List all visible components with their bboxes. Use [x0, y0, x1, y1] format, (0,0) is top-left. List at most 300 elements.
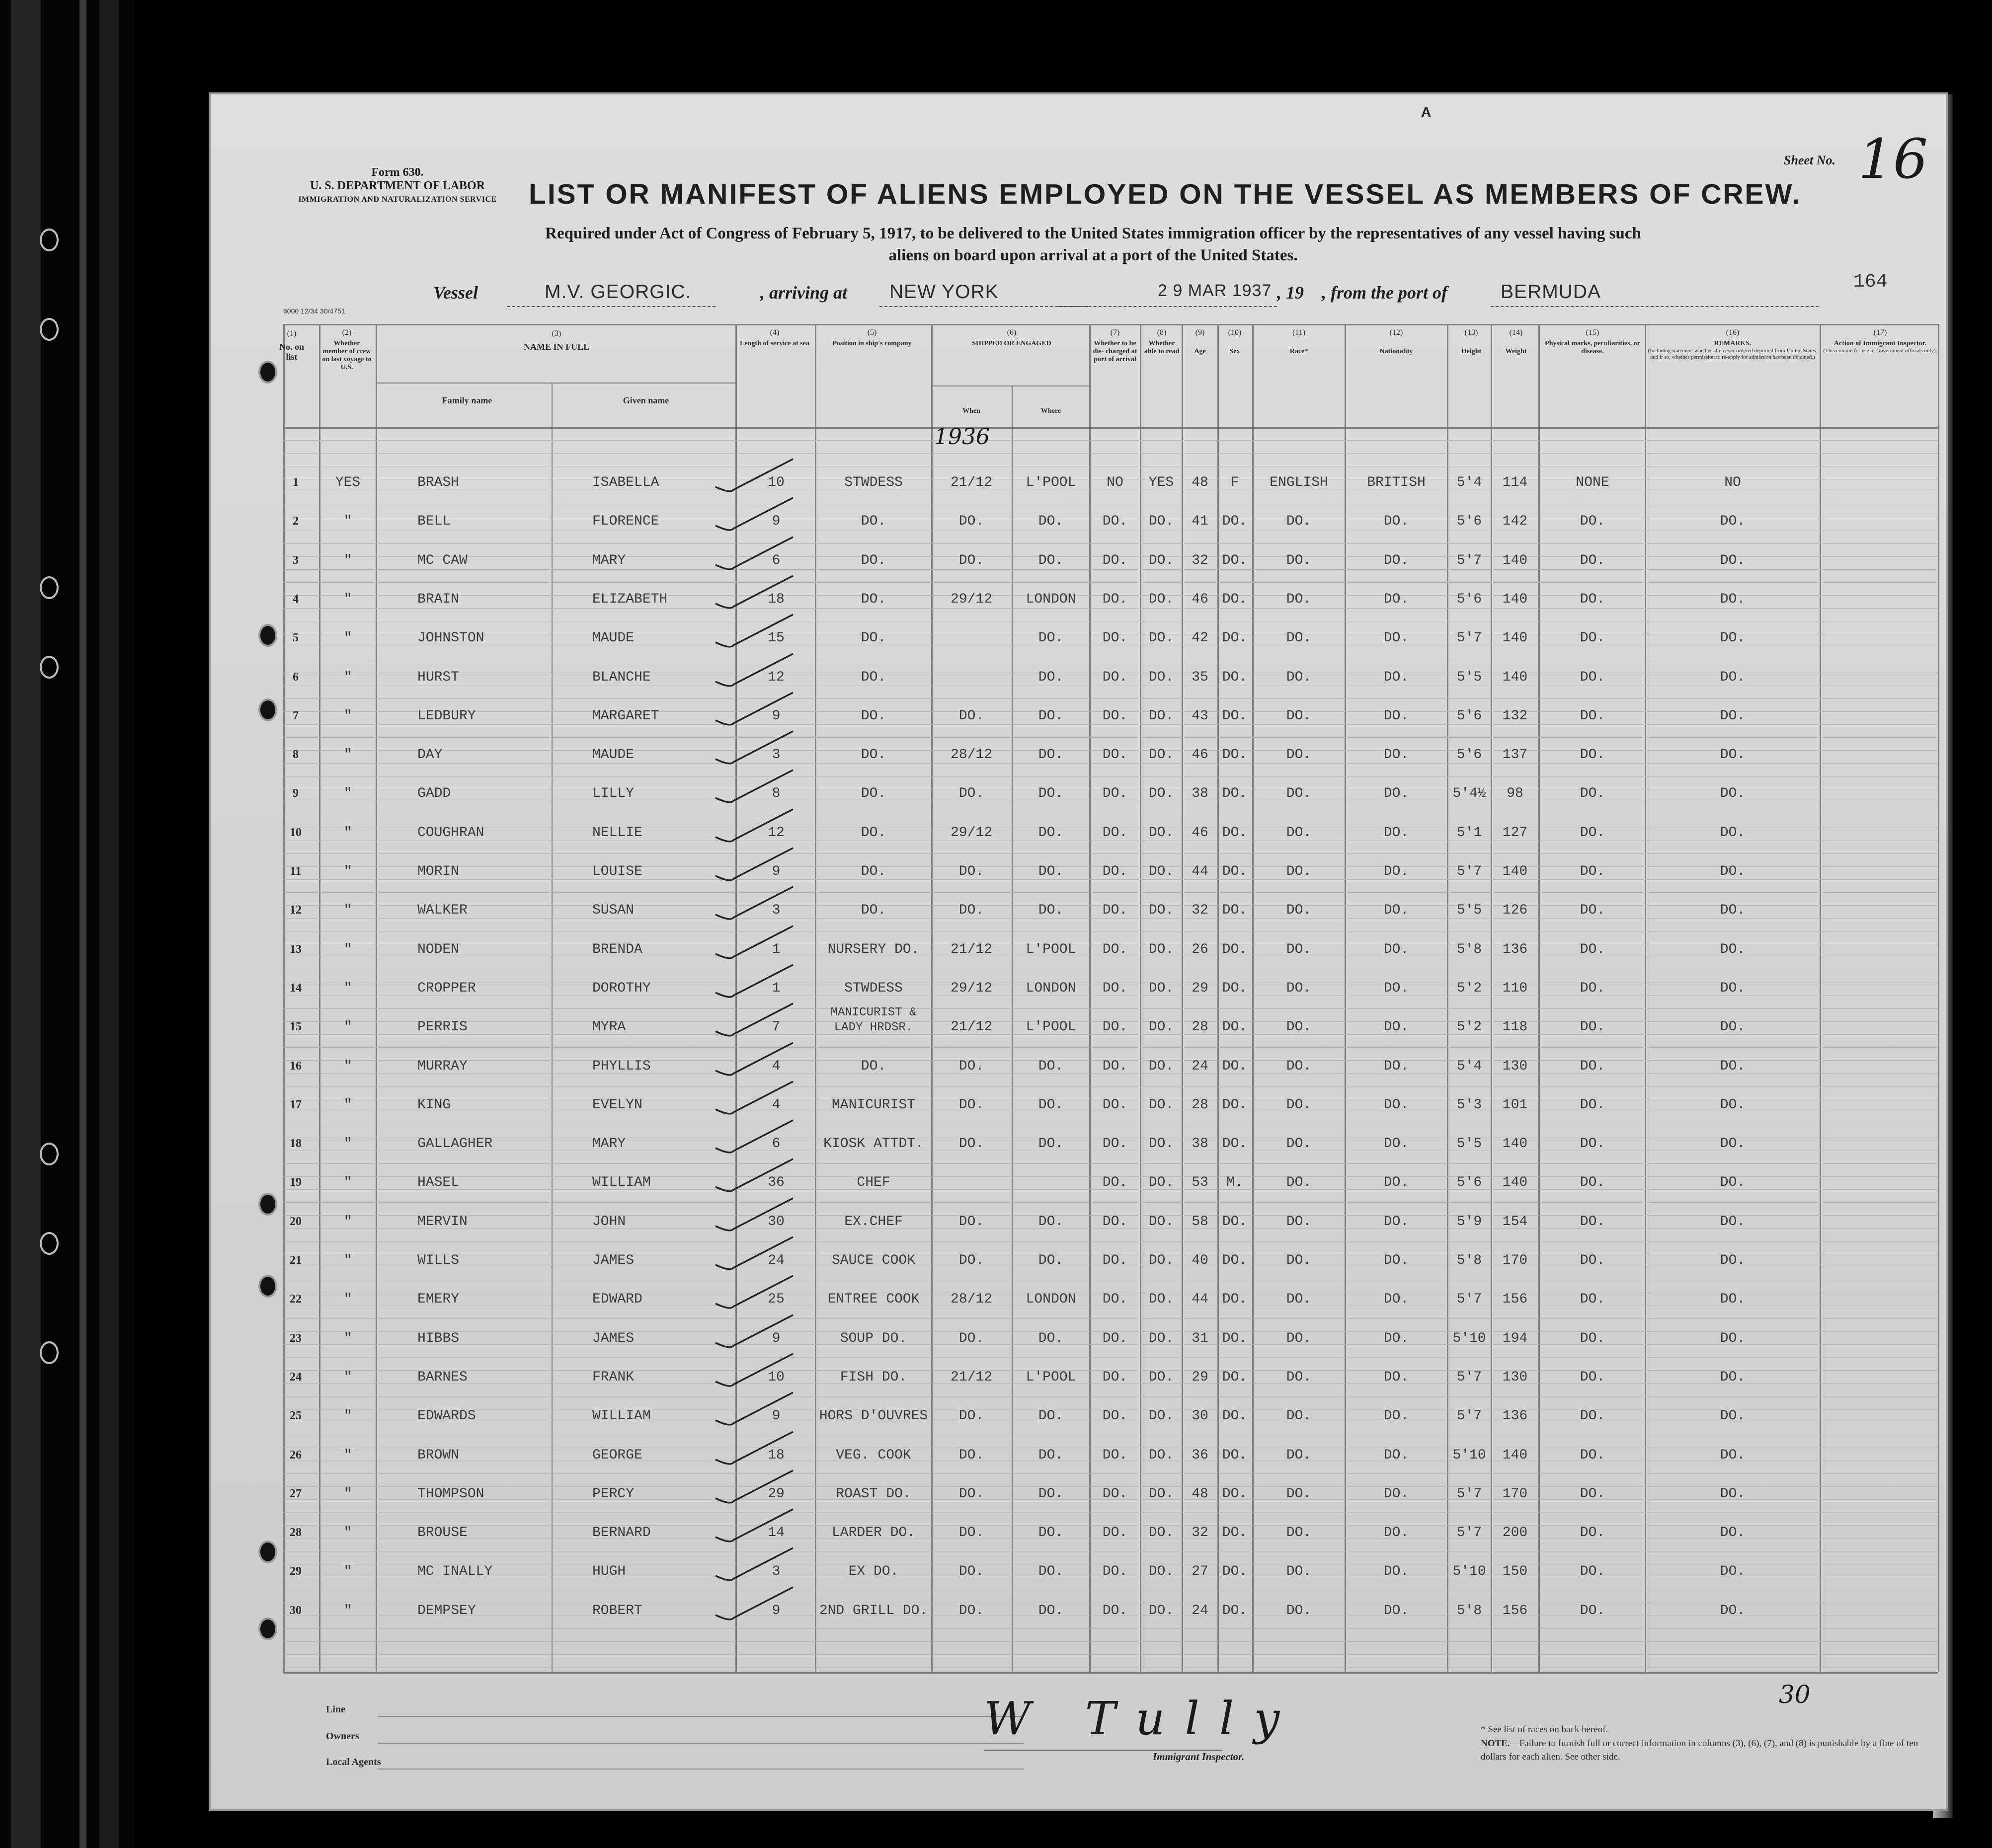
shipped-where-cell: DO.	[1038, 1059, 1064, 1074]
family-name-cell: BRAIN	[417, 592, 460, 607]
able-to-read-cell: DO.	[1148, 1136, 1174, 1152]
shipped-where-cell: DO.	[1038, 1214, 1064, 1230]
shipped-where-cell: LONDON	[1026, 1292, 1076, 1307]
service-cell: 9	[772, 708, 781, 724]
last-voyage-cell: "	[343, 592, 352, 607]
able-to-read-cell: DO.	[1148, 1603, 1174, 1618]
able-to-read-cell: DO.	[1148, 942, 1174, 957]
weight-cell: 156	[1502, 1603, 1528, 1618]
row-number: 19	[290, 1176, 302, 1189]
shipped-when-cell: DO.	[958, 1564, 984, 1579]
sex-cell: DO.	[1222, 1292, 1248, 1307]
discharged-cell: DO.	[1102, 981, 1128, 996]
given-name-cell: LOUISE	[592, 864, 642, 879]
row-number: 1	[293, 476, 299, 489]
given-name-cell: ELIZABETH	[592, 592, 668, 607]
discharged-cell: DO.	[1102, 553, 1128, 568]
binder-hole	[40, 576, 59, 599]
height-cell: 5'8	[1456, 942, 1482, 957]
owners-label: Owners	[326, 1731, 359, 1742]
nationality-cell: DO.	[1383, 592, 1409, 607]
shipped-when-cell: 21/12	[950, 942, 992, 957]
physical-marks-cell: DO.	[1580, 1059, 1605, 1074]
discharged-cell: DO.	[1102, 514, 1128, 529]
shipped-when-cell: DO.	[958, 864, 984, 879]
last-voyage-cell: "	[343, 1175, 352, 1190]
height-cell: 5'10	[1452, 1448, 1486, 1463]
nationality-cell: DO.	[1383, 942, 1409, 957]
race-cell: ENGLISH	[1270, 475, 1328, 490]
last-voyage-cell: "	[343, 1136, 352, 1152]
col-header-when: When	[962, 407, 980, 415]
able-to-read-cell: DO.	[1148, 514, 1174, 529]
tick-mark	[716, 537, 793, 569]
row-number: 24	[290, 1371, 302, 1384]
discharged-cell: DO.	[1102, 1370, 1128, 1385]
given-name-cell: BRENDA	[592, 942, 642, 957]
service-cell: 29	[768, 1486, 785, 1502]
shipped-where-cell: DO.	[1038, 1408, 1064, 1424]
nationality-cell: DO.	[1383, 1292, 1409, 1307]
weight-cell: 170	[1502, 1486, 1528, 1502]
tick-mark	[716, 1470, 793, 1503]
age-cell: 28	[1192, 1097, 1208, 1113]
binder-hole	[40, 229, 59, 251]
discharged-cell: DO.	[1102, 825, 1128, 841]
given-name-cell: PHYLLIS	[592, 1059, 651, 1074]
manifest-sheet	[209, 92, 1948, 1811]
given-name-cell: NELLIE	[592, 825, 642, 841]
able-to-read-cell: DO.	[1148, 1486, 1174, 1502]
height-cell: 5'6	[1456, 514, 1482, 529]
position-cell: SAUCE COOK	[831, 1253, 916, 1268]
remarks-cell: DO.	[1720, 1370, 1746, 1385]
total-mark: 30	[1779, 1680, 1811, 1709]
col-header-sex: (10) Sex	[1228, 328, 1242, 355]
shipped-where-cell: DO.	[1038, 864, 1064, 879]
able-to-read-cell: DO.	[1148, 1331, 1174, 1346]
nationality-cell: DO.	[1383, 903, 1409, 918]
race-cell: DO.	[1286, 1214, 1312, 1230]
tick-mark	[716, 1587, 793, 1619]
binder-hole	[40, 318, 59, 341]
service-cell: 9	[772, 514, 781, 529]
age-cell: 41	[1192, 514, 1208, 529]
family-name-cell: HIBBS	[417, 1331, 460, 1346]
given-name-cell: MARY	[592, 1136, 626, 1152]
position-cell: ROAST DO.	[836, 1486, 911, 1502]
height-cell: 5'6	[1456, 747, 1482, 763]
discharged-cell: DO.	[1102, 747, 1128, 763]
sex-cell: DO.	[1222, 1525, 1248, 1540]
remarks-cell: DO.	[1720, 592, 1746, 607]
nationality-cell: DO.	[1383, 1486, 1409, 1502]
sheet-label: Sheet No.	[1784, 153, 1835, 167]
remarks-cell: DO.	[1720, 1448, 1746, 1463]
remarks-cell: NO	[1724, 475, 1741, 490]
col-header-height: (13) Height	[1461, 328, 1482, 355]
binder-hole	[40, 1341, 59, 1364]
service-cell: 4	[772, 1059, 781, 1074]
age-cell: 42	[1192, 630, 1208, 646]
tick-mark	[716, 731, 793, 764]
remarks-cell: DO.	[1720, 864, 1746, 879]
able-to-read-cell: DO.	[1148, 1097, 1174, 1113]
last-voyage-cell: "	[343, 1448, 352, 1463]
row-number: 13	[290, 943, 302, 956]
position-cell: EX DO.	[848, 1564, 899, 1579]
tick-mark	[716, 1548, 793, 1580]
height-cell: 5'9	[1456, 1214, 1482, 1230]
given-name-cell: MAUDE	[592, 630, 635, 646]
physical-marks-cell: DO.	[1580, 1253, 1605, 1268]
discharged-cell: DO.	[1102, 1059, 1128, 1074]
shipped-when-cell: DO.	[958, 553, 984, 568]
service-cell: 4	[772, 1097, 781, 1113]
shipped-when-cell: DO.	[958, 1253, 984, 1268]
vessel-name: M.V. GEORGIC.	[545, 281, 692, 303]
able-to-read-cell: DO.	[1148, 1214, 1174, 1230]
family-name-cell: HASEL	[417, 1175, 460, 1190]
col-header-no: (1) No. on list	[279, 329, 305, 362]
tick-mark	[716, 1120, 793, 1153]
nationality-cell: DO.	[1383, 1136, 1409, 1152]
weight-cell: 140	[1502, 1448, 1528, 1463]
height-cell: 5'6	[1456, 1175, 1482, 1190]
position-cell: DO.	[861, 747, 886, 763]
service-cell: 25	[768, 1292, 785, 1307]
race-cell: DO.	[1286, 1292, 1312, 1307]
sex-cell: DO.	[1222, 981, 1248, 996]
tick-mark	[716, 1198, 793, 1231]
shipped-when-cell: 29/12	[950, 592, 992, 607]
binder-hole	[40, 656, 59, 679]
physical-marks-cell: DO.	[1580, 514, 1605, 529]
remarks-cell: DO.	[1720, 1253, 1746, 1268]
tick-mark	[716, 693, 793, 725]
family-name-cell: EDWARDS	[417, 1408, 476, 1424]
able-to-read-cell: DO.	[1148, 1408, 1174, 1424]
discharged-cell: DO.	[1102, 1564, 1128, 1579]
given-name-cell: WILLIAM	[592, 1175, 651, 1190]
sex-cell: DO.	[1222, 1370, 1248, 1385]
local-agents-label: Local Agents	[326, 1757, 381, 1768]
last-voyage-cell: "	[343, 1292, 352, 1307]
last-voyage-cell: "	[343, 1408, 352, 1424]
col-header-race: (11) Race*	[1289, 328, 1308, 355]
nationality-cell: DO.	[1383, 747, 1409, 763]
col-header-nationality: (12) Nationality	[1379, 328, 1413, 355]
race-cell: DO.	[1286, 592, 1312, 607]
discharged-cell: DO.	[1102, 670, 1128, 685]
service-cell: 9	[772, 1603, 781, 1618]
able-to-read-cell: DO.	[1148, 592, 1174, 607]
weight-cell: 126	[1502, 903, 1528, 918]
top-mark: A	[1421, 104, 1432, 120]
physical-marks-cell: DO.	[1580, 1448, 1605, 1463]
nationality-cell: DO.	[1383, 630, 1409, 646]
physical-marks-cell: DO.	[1580, 1331, 1605, 1346]
shipped-where-cell: DO.	[1038, 1486, 1064, 1502]
able-to-read-cell: DO.	[1148, 1525, 1174, 1540]
remarks-cell: DO.	[1720, 514, 1746, 529]
shipped-where-cell: DO.	[1038, 708, 1064, 724]
physical-marks-cell: NONE	[1576, 475, 1609, 490]
weight-cell: 130	[1502, 1370, 1528, 1385]
service-cell: 8	[772, 786, 781, 801]
last-voyage-cell: "	[343, 630, 352, 646]
race-cell: DO.	[1286, 1097, 1312, 1113]
weight-cell: 127	[1502, 825, 1528, 841]
age-cell: 24	[1192, 1059, 1208, 1074]
subtitle: Required under Act of Congress of February 5, 1917, to be delivered to the United States immigration officer by the representatives of any vessel having such aliens on board upon arrival at a port of the United States.	[545, 225, 1641, 264]
able-to-read-cell: DO.	[1148, 864, 1174, 879]
height-cell: 5'7	[1456, 1525, 1482, 1540]
remarks-cell: DO.	[1720, 1408, 1746, 1424]
shipped-where-cell: DO.	[1038, 1564, 1064, 1579]
shipped-when-cell: DO.	[958, 1448, 984, 1463]
physical-marks-cell: DO.	[1580, 747, 1605, 763]
able-to-read-cell: DO.	[1148, 708, 1174, 724]
service-cell: 18	[768, 592, 785, 607]
race-cell: DO.	[1286, 1136, 1312, 1152]
discharged-cell: DO.	[1102, 1136, 1128, 1152]
nationality-cell: DO.	[1383, 786, 1409, 801]
age-cell: 32	[1192, 553, 1208, 568]
row-number: 15	[290, 1020, 302, 1033]
weight-cell: 101	[1502, 1097, 1528, 1113]
service-cell: 1	[772, 981, 781, 996]
last-voyage-cell: "	[343, 1214, 352, 1230]
physical-marks-cell: DO.	[1580, 1603, 1605, 1618]
arriving-label: , arriving at	[760, 283, 848, 303]
service-cell: 6	[772, 553, 781, 568]
discharged-cell: DO.	[1102, 630, 1128, 646]
given-name-cell: MARY	[592, 553, 626, 568]
shipped-when-cell: DO.	[958, 1486, 984, 1502]
sex-cell: DO.	[1222, 903, 1248, 918]
shipped-where-cell: DO.	[1038, 514, 1064, 529]
weight-cell: 136	[1502, 1408, 1528, 1424]
shipped-when-cell: 21/12	[950, 1370, 992, 1385]
inspector-signature: W Tully	[984, 1692, 1300, 1745]
shipped-when-cell: DO.	[958, 1097, 984, 1113]
race-cell: DO.	[1286, 825, 1312, 841]
row-number: 27	[290, 1487, 302, 1500]
remarks-cell: DO.	[1720, 1136, 1746, 1152]
row-number: 16	[290, 1060, 302, 1073]
discharged-cell: DO.	[1102, 1525, 1128, 1540]
tick-mark	[716, 848, 793, 880]
physical-marks-cell: DO.	[1580, 1175, 1605, 1190]
physical-marks-cell: DO.	[1580, 1136, 1605, 1152]
page-title: LIST OR MANIFEST OF ALIENS EMPLOYED ON THE VESSEL AS MEMBERS OF CREW.	[529, 178, 1802, 210]
tick-mark	[716, 1159, 793, 1191]
family-name-cell: MC CAW	[417, 553, 468, 568]
race-cell: DO.	[1286, 1370, 1312, 1385]
row-number: 10	[290, 826, 302, 839]
age-cell: 27	[1192, 1564, 1208, 1579]
service-cell: 18	[768, 1448, 785, 1463]
shipped-where-cell: DO.	[1038, 1253, 1064, 1268]
family-name-cell: PERRIS	[417, 1019, 468, 1035]
physical-marks-cell: DO.	[1580, 1097, 1605, 1113]
position-cell: DO.	[861, 592, 886, 607]
physical-marks-cell: DO.	[1580, 1408, 1605, 1424]
physical-marks-cell: DO.	[1580, 708, 1605, 724]
position-cell: LARDER DO.	[831, 1525, 916, 1540]
discharged-cell: DO.	[1102, 1175, 1128, 1190]
weight-cell: 170	[1502, 1253, 1528, 1268]
last-voyage-cell: "	[343, 942, 352, 957]
nationality-cell: DO.	[1383, 514, 1409, 529]
physical-marks-cell: DO.	[1580, 630, 1605, 646]
family-name-cell: DAY	[417, 747, 443, 763]
last-voyage-cell: "	[343, 1097, 352, 1113]
remarks-cell: DO.	[1720, 630, 1746, 646]
shipped-when-cell: DO.	[958, 786, 984, 801]
physical-marks-cell: DO.	[1580, 864, 1605, 879]
tick-mark	[716, 770, 793, 802]
given-name-cell: JOHN	[592, 1214, 626, 1230]
binder-hole	[40, 1232, 59, 1255]
row-number: 26	[290, 1449, 302, 1462]
weight-cell: 142	[1502, 514, 1528, 529]
given-name-cell: WILLIAM	[592, 1408, 651, 1424]
given-name-cell: MYRA	[592, 1019, 626, 1035]
last-voyage-cell: "	[343, 1486, 352, 1502]
tick-mark	[716, 1003, 793, 1036]
family-name-cell: GALLAGHER	[417, 1136, 493, 1152]
shipped-where-cell: DO.	[1038, 630, 1064, 646]
row-number: 5	[293, 631, 299, 644]
race-cell: DO.	[1286, 1253, 1312, 1268]
height-cell: 5'7	[1456, 1370, 1482, 1385]
position-cell: SOUP DO.	[840, 1331, 907, 1346]
remarks-cell: DO.	[1720, 747, 1746, 763]
race-cell: DO.	[1286, 1059, 1312, 1074]
physical-marks-cell: DO.	[1580, 1564, 1605, 1579]
position-cell: DO.	[861, 864, 886, 879]
race-cell: DO.	[1286, 864, 1312, 879]
nationality-cell: DO.	[1383, 825, 1409, 841]
position-cell: DO.	[861, 670, 886, 685]
weight-cell: 98	[1507, 786, 1523, 801]
footnote-races: * See list of races on back hereof.	[1481, 1724, 1608, 1735]
able-to-read-cell: DO.	[1148, 1019, 1174, 1035]
able-to-read-cell: DO.	[1148, 825, 1174, 841]
age-cell: 38	[1192, 786, 1208, 801]
last-voyage-cell: "	[343, 903, 352, 918]
race-cell: DO.	[1286, 1525, 1312, 1540]
position-cell: STWDESS	[844, 981, 903, 996]
row-number: 28	[290, 1526, 302, 1539]
service-cell: 6	[772, 1136, 781, 1152]
weight-cell: 118	[1502, 1019, 1528, 1035]
tick-mark	[716, 1237, 793, 1269]
race-cell: DO.	[1286, 670, 1312, 685]
col-header-inspector: (17) Action of Immigrant Inspector. (This column for use of Government officials only).	[1823, 328, 1937, 354]
remarks-cell: DO.	[1720, 981, 1746, 996]
physical-marks-cell: DO.	[1580, 1019, 1605, 1035]
remarks-cell: DO.	[1720, 1214, 1746, 1230]
row-number: 4	[293, 593, 299, 606]
family-name-cell: EMERY	[417, 1292, 460, 1307]
height-cell: 5'4	[1456, 475, 1482, 490]
service-cell: 12	[768, 670, 785, 685]
race-cell: DO.	[1286, 1175, 1312, 1190]
nationality-cell: DO.	[1383, 1525, 1409, 1540]
weight-cell: 140	[1502, 592, 1528, 607]
able-to-read-cell: DO.	[1148, 1370, 1174, 1385]
age-cell: 46	[1192, 825, 1208, 841]
col-header-service: (4) Length of service at sea	[740, 328, 809, 347]
able-to-read-cell: DO.	[1148, 1292, 1174, 1307]
remarks-cell: DO.	[1720, 825, 1746, 841]
weight-cell: 200	[1502, 1525, 1528, 1540]
weight-cell: 130	[1502, 1059, 1528, 1074]
race-cell: DO.	[1286, 1486, 1312, 1502]
physical-marks-cell: DO.	[1580, 592, 1605, 607]
shipped-when-cell: 21/12	[950, 1019, 992, 1035]
weight-cell: 154	[1502, 1214, 1528, 1230]
able-to-read-cell: DO.	[1148, 670, 1174, 685]
tick-mark	[716, 1392, 793, 1425]
service-cell: 15	[768, 630, 785, 646]
tick-mark	[716, 1432, 793, 1464]
height-cell: 5'4½	[1452, 786, 1486, 801]
remarks-cell: DO.	[1720, 903, 1746, 918]
able-to-read-cell: DO.	[1148, 903, 1174, 918]
position-cell: STWDESS	[844, 475, 903, 490]
from-port-label: , from the port of	[1322, 283, 1448, 303]
service-cell: 30	[768, 1214, 785, 1230]
remarks-cell: DO.	[1720, 1486, 1746, 1502]
given-name-cell: DOROTHY	[592, 981, 651, 996]
tick-mark	[716, 654, 793, 686]
race-cell: DO.	[1286, 1019, 1312, 1035]
binder-hole	[40, 1143, 59, 1165]
tick-mark	[716, 459, 793, 491]
given-name-cell: LILLY	[592, 786, 635, 801]
sex-cell: DO.	[1222, 1448, 1248, 1463]
row-number: 14	[290, 982, 302, 995]
col-header-shipped: (6) SHIPPED OR ENGAGED	[972, 328, 1051, 347]
tick-mark	[716, 1276, 793, 1308]
family-name-cell: GADD	[417, 786, 451, 801]
row-number: 23	[290, 1332, 302, 1345]
shipped-when-cell: 21/12	[950, 475, 992, 490]
year-annotation: 1936	[934, 424, 990, 450]
sex-cell: DO.	[1222, 825, 1248, 841]
shipped-where-cell: DO.	[1038, 670, 1064, 685]
age-cell: 35	[1192, 670, 1208, 685]
col-header-discharged: (7) Whether to be dis- charged at port of arrival	[1093, 328, 1137, 363]
physical-marks-cell: DO.	[1580, 1525, 1605, 1540]
shipped-where-cell: DO.	[1038, 553, 1064, 568]
sex-cell: DO.	[1222, 747, 1248, 763]
age-cell: 31	[1192, 1331, 1208, 1346]
col-header-where: Where	[1040, 407, 1061, 415]
shipped-when-cell: 28/12	[950, 1292, 992, 1307]
given-name-cell: GEORGE	[592, 1448, 642, 1463]
shipped-where-cell: LONDON	[1026, 981, 1076, 996]
given-name-cell: ISABELLA	[592, 475, 659, 490]
service-name: IMMIGRATION AND NATURALIZATION SERVICE	[298, 195, 497, 204]
sex-cell: DO.	[1222, 864, 1248, 879]
position-cell: MANICURIST	[831, 1097, 916, 1113]
able-to-read-cell: DO.	[1148, 1448, 1174, 1463]
